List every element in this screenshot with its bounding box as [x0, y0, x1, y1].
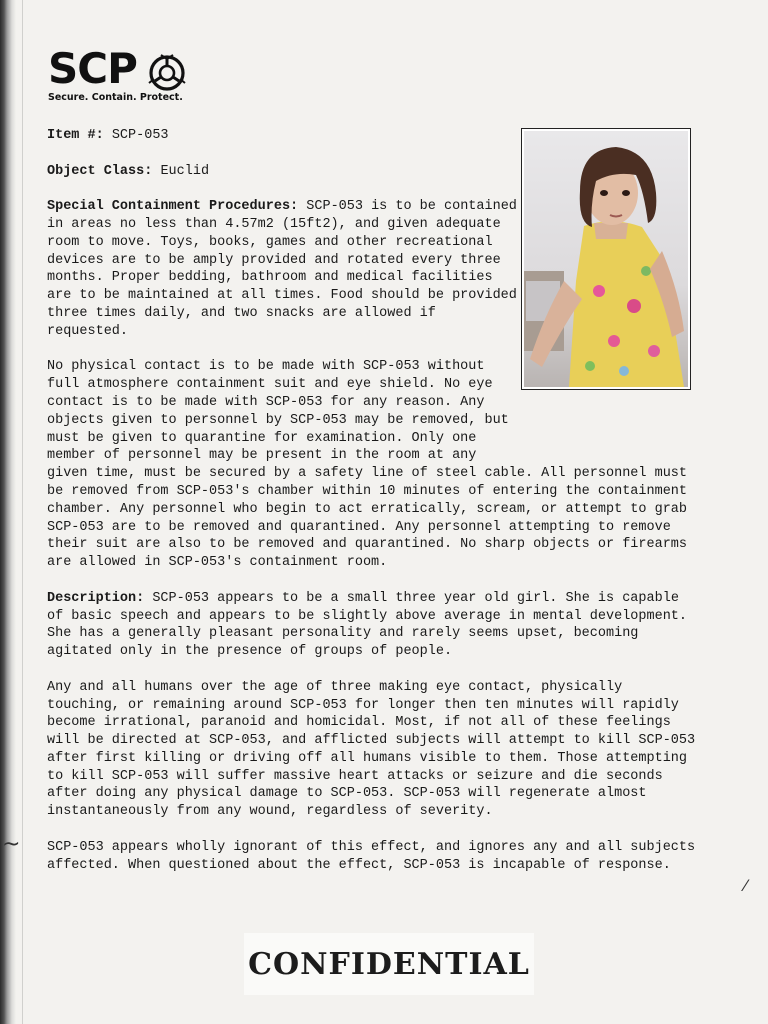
object-class-line	[47, 163, 697, 181]
pen-mark: ⁄	[744, 876, 747, 895]
document-body	[47, 127, 697, 892]
description-text-1: SCP-053 appears to be a small three year old girl. She is capable of basic speech and appears to be slightly above average in mental development. She has a generally pleasant personality and rarely seems upset, becoming agitated only in the presence of groups of people.	[47, 590, 688, 660]
item-value: SCP-053	[111, 128, 169, 143]
scribble-mark: ~	[2, 832, 21, 857]
description-paragraph-1	[47, 590, 697, 661]
page-fold-line	[22, 0, 23, 1024]
object-class-value: Euclid	[160, 163, 210, 179]
item-line	[47, 127, 697, 145]
confidential-stamp	[244, 933, 534, 995]
confidential-stamp-text: CONFIDENTIAL	[248, 946, 530, 982]
scp-logo	[48, 44, 198, 106]
object-class-label: Object Class:	[47, 163, 153, 179]
scanned-page-edge	[0, 0, 16, 1024]
scp-seal-icon	[147, 53, 187, 93]
description-paragraph-2: Any and all humans over the age of three making eye contact, physically touching, or remaining around SCP-053 for longer then ten minutes will rapidly become irrational, paranoid and homicidal. Most, if not all of these feelings will be directed at SCP-053, and afflicted subjects will attempt to kill SCP-053 after first killing or driving off all humans visible to them. Those attempting to kill SCP-053 will suffer massive heart attacks or seizure and die seconds after doing any physical damage to SCP-053. SCP-053 will regenerate almost instantaneously from any wound, regardless of severity.	[47, 679, 696, 820]
description-paragraph-3: SCP-053 appears wholly ignorant of this effect, and ignores any and all subjects affected. When questioned about the effect, SCP-053 is incapable of response.	[47, 839, 696, 873]
logo-wordmark: SCP	[48, 44, 137, 93]
photo-spacer	[525, 198, 703, 452]
containment-text-1: SCP-053 is to be contained in areas no less than 4.57m2 (15ft2), and given adequate room to move. Toys, books, games and other recreational devices are to be amply provided and rotated every three months. Proper bedding, bathroom and medical facilities are to be maintained at all times. Food should be provided three times daily, and two snacks are allowed if requested.	[47, 199, 517, 339]
description-label: Description:	[47, 590, 145, 606]
containment-label: Special Containment Procedures:	[47, 199, 299, 215]
item-label: Item #:	[47, 128, 104, 143]
containment-paragraph-2: No physical contact is to be made with SCP-053 without full atmosphere containment suit and eye shield. No eye contact is to be made with SCP-053 for any reason. Any objects given to personnel by SCP-053 may be removed, but must be given to quarantine for examination. Only one member of personnel may be present in the room at any given time, must be secured by a safety line of steel cable. All personnel must be removed from SCP-053's chamber within 10 minutes of entering the containment chamber. Any personnel who begin to act erratically, scream, or attempt to grab SCP-053 are to be removed and quarantined. Any personnel attempting to remove their suit are also to be removed and quarantined. No sharp objects or firearms are allowed in SCP-053's containment room.	[47, 359, 688, 571]
logo-tagline: Secure. Contain. Protect.	[48, 92, 183, 103]
